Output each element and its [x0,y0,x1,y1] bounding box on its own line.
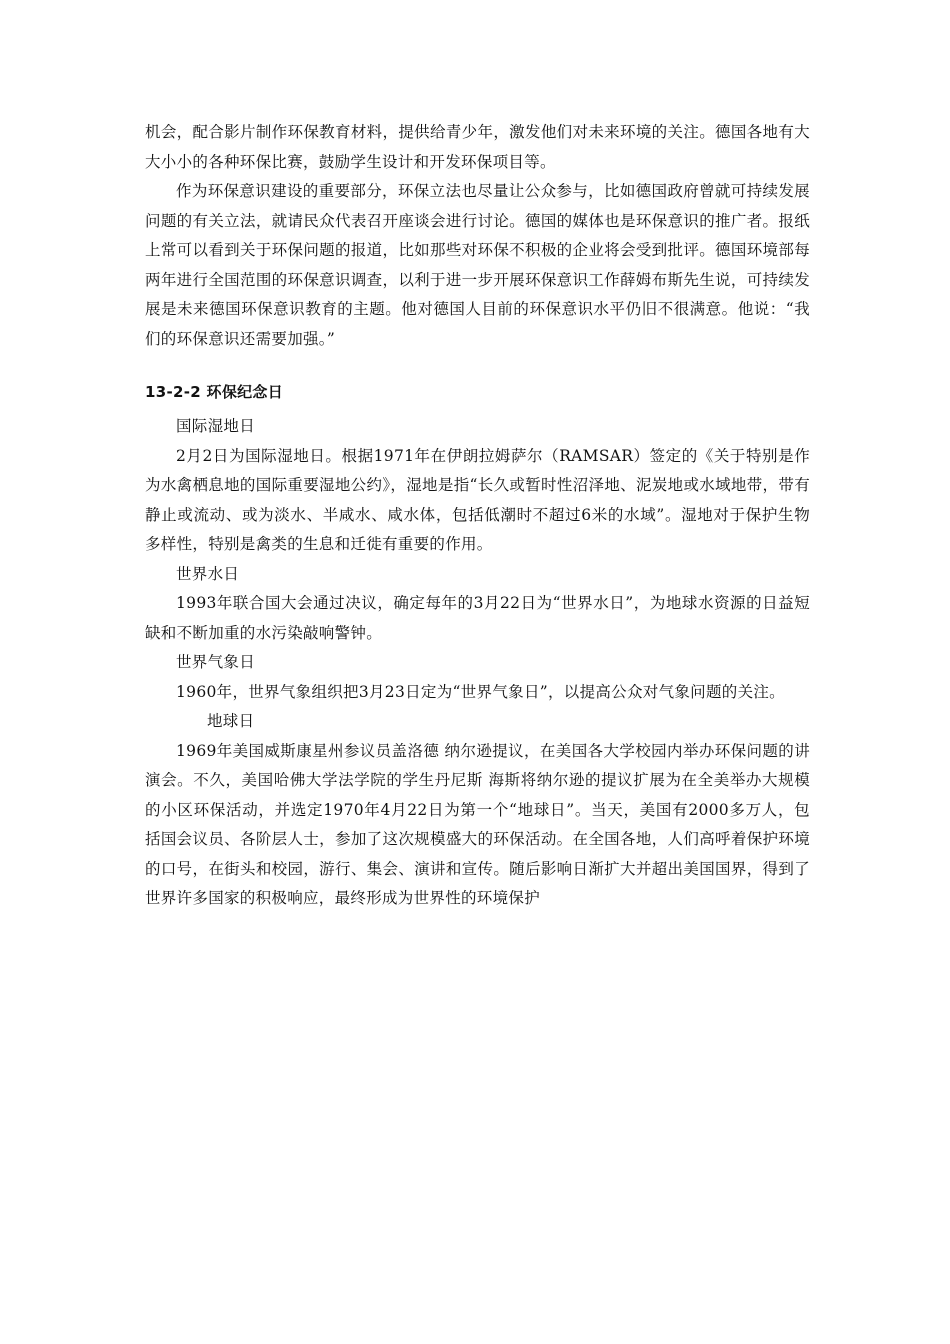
section-heading: 13-2-2 环保纪念日 [145,383,284,401]
paragraph-legislation: 作为环保意识建设的重要部分，环保立法也尽量让公众参与，比如德国政府曾就可持续发展问题的有关立法，就请民众代表召开座谈会进行讨论。德国的媒体也是环保意识的推广者。报纸上常可以看到关于环保问题的报道，比如那些对环保不积极的企业将会受到批评。德国环境部每两年进行全国范围的环保意识调查，以利于进一步开展环保意识工作薛姆布斯先生说，可持续发展是未来德国环保意识教育的主题。他对德国人目前的环保意识水平仍旧不很满意。他说：“我们的环保意识还需要加强。” [145,182,810,348]
paragraph-earth-day: 1969年美国威斯康星州参议员盖洛德 纳尔逊提议，在美国各大学校园内举办环保问题的讲演会。不久，美国哈佛大学法学院的学生丹尼斯 海斯将纳尔逊的提议扩展为在全美举办大规模的小区环保活动，并选定1970年4月22日为第一个“地球日”。当天，美国有2000多万人，包括国会议员、各阶层人士，参加了这次规模盛大的环保活动。在全国各地，人们高呼着保护环境的口号，在街头和校园，游行、集会、演讲和宣传。随后影响日渐扩大并超出美国国界，得到了世界许多国家的积极响应，最终形成为世界性的环境保护 [145,741,810,907]
paragraph-water-day: 1993年联合国大会通过决议，确定每年的3月22日为“世界水日”，为地球水资源的日益短缺和不断加重的水污染敲响警钟。 [145,594,810,642]
subheading-wetland-day: 国际湿地日 [176,417,256,435]
document-page [145,118,810,914]
paragraph-wetland-day: 2月2日为国际湿地日。根据1971年在伊朗拉姆萨尔（RAMSAR）签定的《关于特别是作为水禽栖息地的国际重要湿地公约》，湿地是指“长久或暂时性沼泽地、泥炭地或水域地带，带有静止或流动、或为淡水、半咸水、咸水体，包括低潮时不超过6米的水域”。湿地对于保护生物多样性，特别是禽类的生息和迁徙有重要的作用。 [145,446,810,553]
paragraph-intro-continued: 机会，配合影片制作环保教育材料，提供给青少年，激发他们对未来环境的关注。德国各地有大大小小的各种环保比赛，鼓励学生设计和开发环保项目等。 [145,123,810,171]
subheading-water-day: 世界水日 [176,564,240,583]
subheading-meteorological-day: 世界气象日 [176,653,256,671]
paragraph-meteorological-day: 1960年，世界气象组织把3月23日定为“世界气象日”，以提高公众对气象问题的关注。 [176,682,785,701]
subheading-earth-day: 地球日 [207,712,255,730]
